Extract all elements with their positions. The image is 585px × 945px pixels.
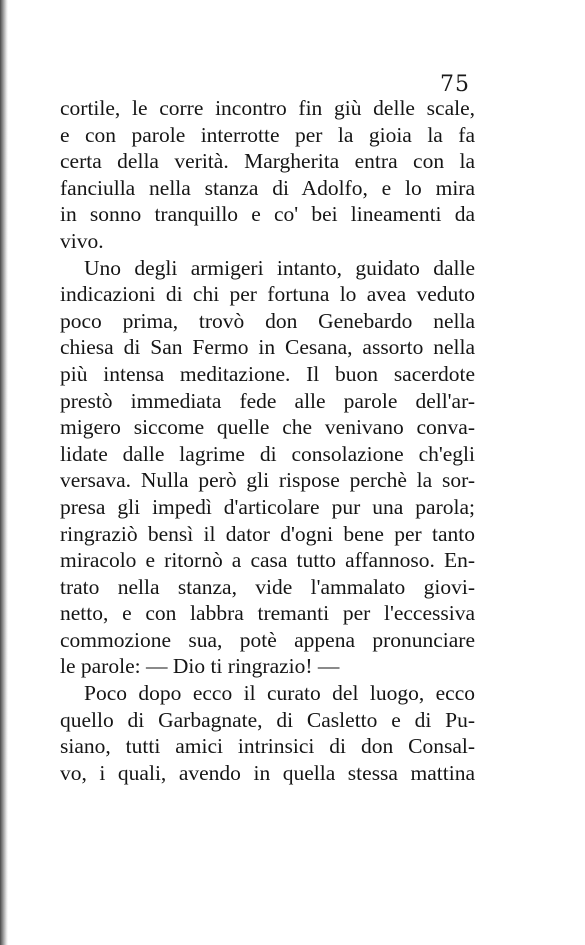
text-line: poco prima, trovò don Genebardo nella — [60, 308, 475, 333]
text-line: commozione sua, potè appena pronunciare — [60, 627, 475, 652]
page-number: 75 — [440, 72, 470, 97]
text-line: vivo. — [60, 228, 104, 253]
text-line: miracolo e ritornò a casa tutto affannoso. En- — [60, 548, 475, 573]
text-line: cortile, le corre incontro fin giù delle scale, — [60, 96, 475, 120]
text-line: certa della verità. Margherita entra con la — [60, 149, 475, 174]
page-edge-shadow — [0, 0, 8, 945]
text-line: versava. Nulla però gli rispose perchè la sor- — [60, 468, 475, 493]
body-text — [60, 95, 475, 786]
text-line: netto, e con labbra tremanti per l'eccessiva — [60, 601, 475, 626]
text-line: Poco dopo ecco il curato del luogo, ecco — [84, 681, 475, 706]
text-line: in sonno tranquillo e co' bei lineamenti da — [60, 202, 475, 227]
text-line: lidate dalle lagrime di consolazione ch'egli — [60, 441, 475, 466]
text-line: Uno degli armigeri intanto, guidato dalle — [84, 255, 475, 280]
text-line: siano, tutti amici intrinsici di don Consal- — [60, 734, 475, 759]
text-line: fanciulla nella stanza di Adolfo, e lo mira — [60, 175, 475, 200]
text-line: le parole: — Dio ti ringrazio! — — [60, 654, 340, 679]
text-line: chiesa di San Fermo in Cesana, assorto nella — [60, 335, 475, 360]
text-line: indicazioni di chi per fortuna lo avea veduto — [60, 282, 475, 307]
text-line: prestò immediata fede alle parole dell'ar- — [60, 388, 475, 413]
text-line: più intensa meditazione. Il buon sacerdote — [60, 361, 475, 386]
text-line: quello di Garbagnate, di Casletto e di Pu- — [60, 707, 475, 732]
text-line: trato nella stanza, vide l'ammalato giovi- — [60, 574, 475, 599]
text-line: e con parole interrotte per la gioia la fa — [60, 122, 475, 147]
text-line: ringraziò bensì il dator d'ogni bene per tanto — [60, 521, 475, 546]
text-line: migero siccome quelle che venivano conva- — [60, 415, 475, 440]
text-line: presa gli impedì d'articolare pur una parola; — [60, 494, 475, 519]
text-line: vo, i quali, avendo in quella stessa mattina — [60, 760, 475, 785]
